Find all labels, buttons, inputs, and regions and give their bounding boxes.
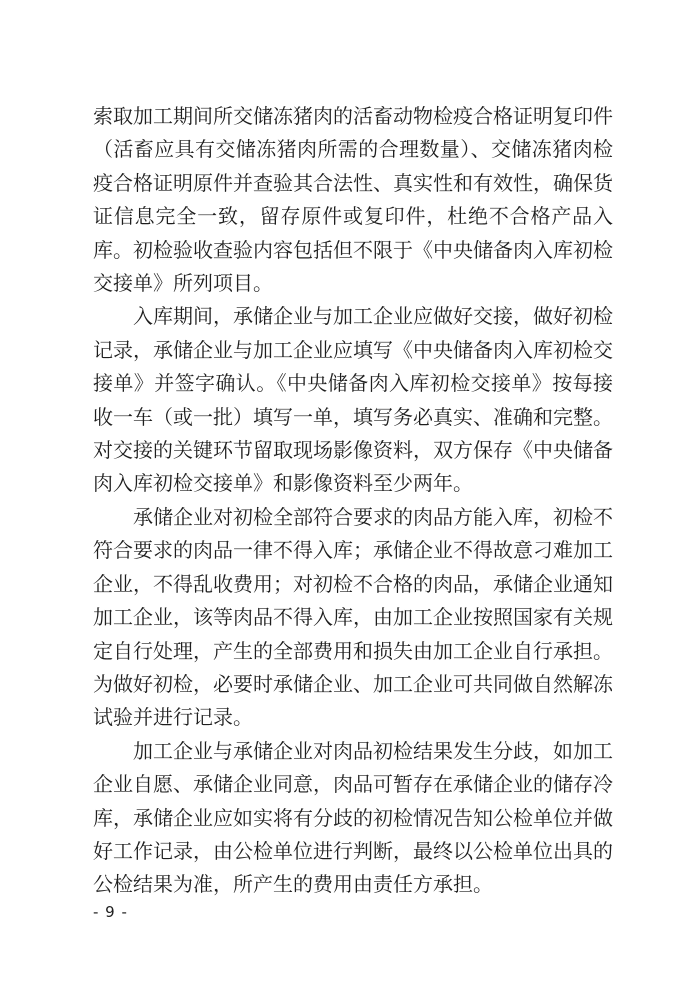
paragraph: 加工企业与承储企业对肉品初检结果发生分歧，如加工企业自愿、承储企业同意，肉品可暂存在承储企业的储存冷库，承储企业应如实将有分歧的初检情况告知公检单位并做好工作记录，由公检单位进行判断，最终以公检单位出具的公检结果为准，所产生的费用由责任方承担。 [93,740,613,897]
paragraph: 索取加工期间所交储冻猪肉的活畜动物检疫合格证明复印件（活畜应具有交储冻猪肉所需的合理数量）、交储冻猪肉检疫合格证明原件并查验其合法性、真实性和有效性，确保货证信息完全一致，留存原件或复印件，杜绝不合格产品入库。初检验收查验内容包括但不限于《中央储备肉入库初检交接单》所列项目。 [93,106,613,296]
paragraph: 入库期间，承储企业与加工企业应做好交接，做好初检记录，承储企业与加工企业应填写《中央储备肉入库初检交接单》并签字确认。《中央储备肉入库初检交接单》按每接收一车（或一批）填写一单，填写务必真实、准确和完整。对交接的关键环节留取现场影像资料，双方保存《中央储备肉入库初检交接单》和影像资料至少两年。 [93,306,613,496]
page-number: - 9 - [93,903,128,921]
text-content [93,101,613,903]
paragraph: 承储企业对初检全部符合要求的肉品方能入库，初检不符合要求的肉品一律不得入库；承储企业不得故意刁难加工企业，不得乱收费用；对初检不合格的肉品，承储企业通知加工企业，该等肉品不得入库，由加工企业按照国家有关规定自行处理，产生的全部费用和损失由加工企业自行承担。为做好初检，必要时承储企业、加工企业可共同做自然解冻试验并进行记录。 [93,506,613,730]
